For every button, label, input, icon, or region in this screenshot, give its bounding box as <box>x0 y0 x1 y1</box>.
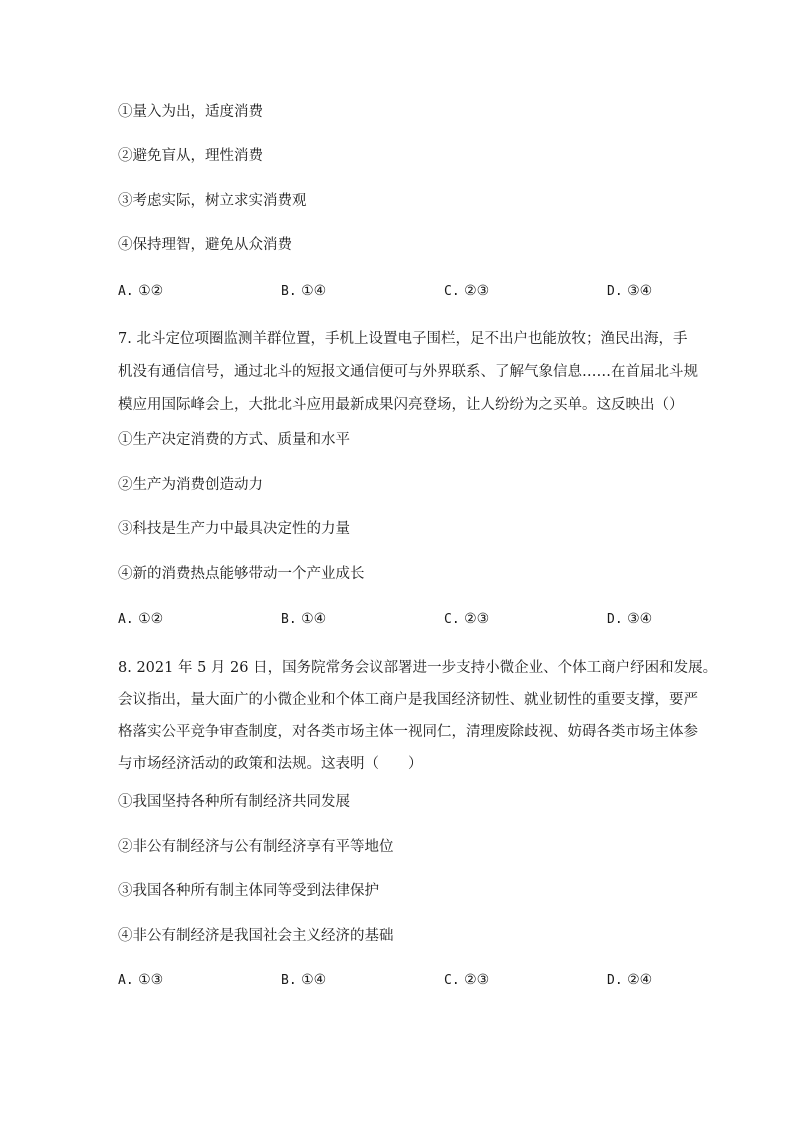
q7-option-1: ①生产决定消费的方式、质量和水平 <box>118 432 350 448</box>
q7-choice-a: A. ①② <box>118 611 164 627</box>
q7-choice-b: B. ①④ <box>281 611 327 627</box>
q8-stem-line-4: 与市场经济活动的政策和法规。这表明（ ） <box>118 756 423 772</box>
q8-option-2: ②非公有制经济与公有制经济享有平等地位 <box>118 839 394 855</box>
q6-option-1: ①量入为出，适度消费 <box>118 104 263 120</box>
q8-choices <box>118 970 678 990</box>
q6-choice-d: D. ③④ <box>607 283 653 299</box>
q7-option-4: ④新的消费热点能够带动一个产业成长 <box>118 566 365 582</box>
q6-option-2: ②避免盲从，理性消费 <box>118 148 263 164</box>
q6-option-3: ③考虑实际，树立求实消费观 <box>118 193 307 209</box>
q6-choice-b: B. ①④ <box>281 283 327 299</box>
q6-choice-a: A. ①② <box>118 283 164 299</box>
q7-stem-line-3: 模应用国际峰会上，大批北斗应用最新成果闪亮登场，让人纷纷为之买单。这反映出（） <box>118 397 684 413</box>
q6-choice-c: C. ②③ <box>444 283 490 299</box>
q8-choice-c: C. ②③ <box>444 972 490 988</box>
q8-choice-d: D. ②④ <box>607 972 653 988</box>
q6-option-4: ④保持理智，避免从众消费 <box>118 237 292 253</box>
q7-stem <box>118 323 698 422</box>
q7-choices <box>118 609 678 629</box>
q8-option-3: ③我国各种所有制主体同等受到法律保护 <box>118 883 379 899</box>
q7-option-3: ③科技是生产力中最具决定性的力量 <box>118 521 350 537</box>
q8-option-4: ④非公有制经济是我国社会主义经济的基础 <box>118 928 394 944</box>
q7-choice-c: C. ②③ <box>444 611 490 627</box>
q8-choice-a: A. ①③ <box>118 972 164 988</box>
q7-option-2: ②生产为消费创造动力 <box>118 477 263 493</box>
q8-stem-line-3: 格落实公平竞争审查制度，对各类市场主体一视同仁，清理废除歧视、妨碍各类市场主体参 <box>118 724 698 740</box>
q8-choice-b: B. ①④ <box>281 972 327 988</box>
q6-choices <box>118 281 678 301</box>
q8-stem-line-2: 会议指出，量大面广的小微企业和个体工商户是我国经济韧性、就业韧性的重要支撑，要严 <box>118 692 698 708</box>
q8-stem-line-1: 8. 2021 年 5 月 26 日，国务院常务会议部署进一步支持小微企业、个体工商户纾困和发展。 <box>118 660 718 676</box>
q8-stem <box>118 652 718 780</box>
q8-option-1: ①我国坚持各种所有制经济共同发展 <box>118 794 350 810</box>
q7-stem-line-1: 7. 北斗定位项圈监测羊群位置，手机上设置电子围栏，足不出户也能放牧；渔民出海，手 <box>118 331 688 347</box>
q7-stem-line-2: 机没有通信信号，通过北斗的短报文通信便可与外界联系、了解气象信息……在首届北斗规 <box>118 364 698 380</box>
q7-choice-d: D. ③④ <box>607 611 653 627</box>
